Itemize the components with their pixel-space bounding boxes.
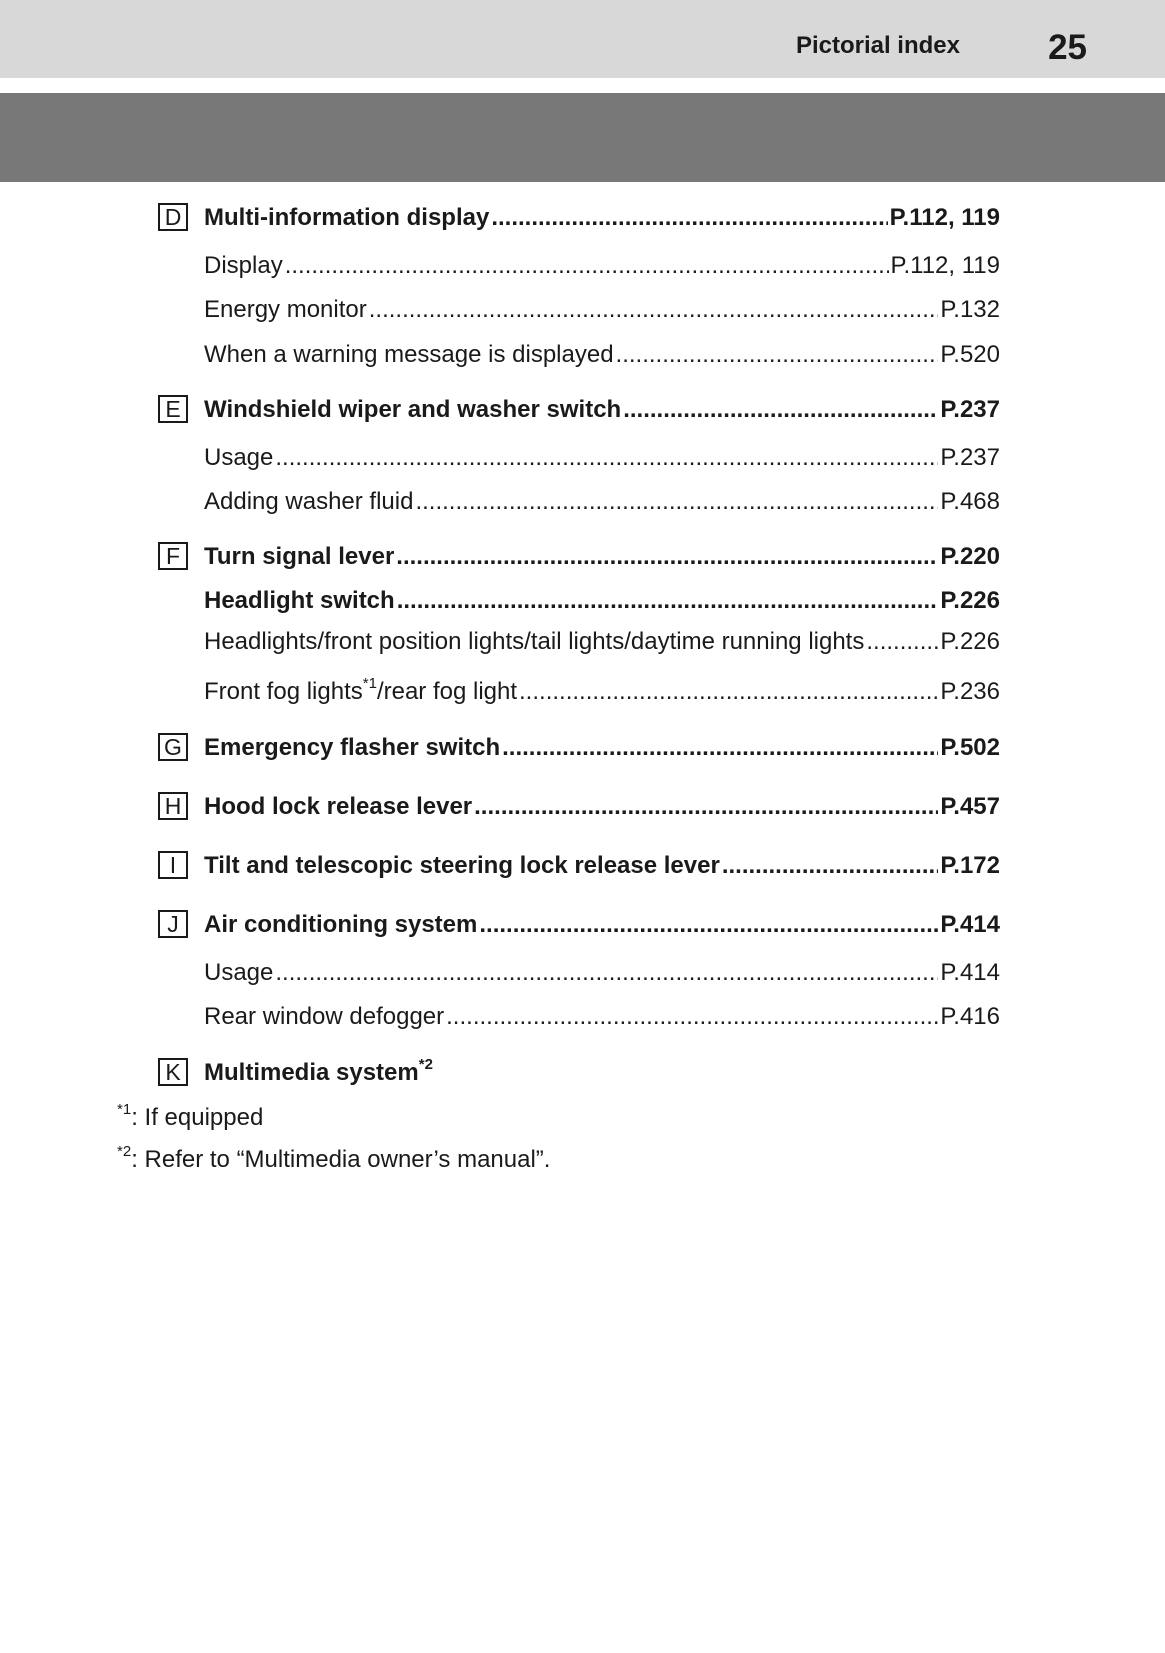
index-entry[interactable] [204, 792, 1000, 822]
entry-label: Usage [204, 444, 274, 471]
entry-page-ref: P.502 [940, 734, 1000, 761]
leader-dots [623, 395, 938, 425]
section-title: Pictorial index [795, 32, 960, 59]
entry-badge: K [158, 1058, 188, 1086]
leader-dots [519, 677, 938, 707]
entry-page-ref: P.220 [940, 543, 1000, 570]
entry-label: When a warning message is displayed [204, 341, 614, 368]
index-subentry[interactable] [204, 340, 1000, 370]
header-band [0, 0, 1165, 78]
entry-badge: F [158, 542, 188, 570]
leader-dots [866, 627, 938, 657]
index-entry[interactable] [204, 910, 1000, 940]
leader-dots [474, 792, 938, 822]
entry-label: Rear window defogger [204, 1003, 445, 1030]
footnote-mark: *1 [117, 1101, 132, 1118]
footnote-mark: *1 [362, 675, 377, 692]
leader-dots [275, 958, 938, 988]
index-subentry[interactable] [204, 487, 1000, 517]
index-subentry[interactable] [204, 958, 1000, 988]
section-bar [0, 93, 1165, 182]
entry-page-ref: P.226 [940, 587, 1000, 614]
entry-label: Headlight switch [204, 587, 395, 614]
entry-badge: I [158, 851, 188, 879]
entry-label: Turn signal lever [204, 543, 395, 570]
leader-dots [397, 586, 939, 616]
entry-page-ref: P.237 [940, 444, 1000, 471]
leader-dots [479, 910, 938, 940]
leader-dots [285, 251, 889, 281]
entry-page-ref: P.236 [940, 678, 1000, 705]
footnote [117, 1145, 550, 1175]
entry-label: Windshield wiper and washer switch [204, 396, 622, 423]
footnote-mark: *2 [418, 1056, 433, 1073]
index-entry[interactable] [204, 851, 1000, 881]
index-subentry[interactable] [204, 295, 1000, 325]
entry-badge: H [158, 792, 188, 820]
entry-label: Emergency flasher switch [204, 734, 501, 761]
leader-dots [415, 487, 938, 517]
index-entry[interactable] [204, 542, 1000, 572]
entry-label: Headlights/front position lights/tail lights/daytime running lights [204, 628, 865, 655]
index-entry[interactable] [204, 586, 1000, 616]
footnote [117, 1103, 263, 1133]
page-number: 25 [1048, 28, 1087, 67]
leader-dots [502, 733, 938, 763]
leader-dots [616, 340, 939, 370]
entry-page-ref: P.237 [940, 396, 1000, 423]
entry-page-ref: P.112, 119 [890, 252, 1000, 279]
leader-dots [275, 443, 938, 473]
index-subentry[interactable] [204, 677, 1000, 707]
entry-page-ref: P.132 [940, 296, 1000, 323]
leader-dots [491, 203, 887, 233]
entry-page-ref: P.172 [940, 852, 1000, 879]
entry-badge: D [158, 203, 188, 231]
entry-badge: E [158, 395, 188, 423]
entry-label: Hood lock release lever [204, 793, 473, 820]
index-entry[interactable] [204, 203, 1000, 233]
leader-dots [722, 851, 939, 881]
entry-label: Multimedia system$^{*2}$ [204, 1056, 433, 1086]
entry-label: Display [204, 252, 283, 279]
entry-page-ref: P.416 [940, 1003, 1000, 1030]
entry-page-ref: P.414 [940, 959, 1000, 986]
entry-label: Air conditioning system [204, 911, 478, 938]
footnote-mark: *2 [117, 1143, 132, 1160]
entry-page-ref: P.468 [940, 488, 1000, 515]
footnote-text: : Refer to “Multimedia owner’s manual”. [131, 1146, 551, 1173]
index-entry[interactable] [204, 733, 1000, 763]
index-subentry[interactable] [204, 627, 1000, 657]
footnote-text: : If equipped [131, 1104, 264, 1131]
index-entry[interactable] [204, 395, 1000, 425]
entry-page-ref: P.414 [940, 911, 1000, 938]
leader-dots [396, 542, 938, 572]
entry-page-ref: P.112, 119 [889, 204, 1000, 231]
index-subentry[interactable] [204, 251, 1000, 281]
entry-label: Usage [204, 959, 274, 986]
index-subentry[interactable] [204, 443, 1000, 473]
index-entry[interactable] [204, 1058, 1000, 1088]
entry-badge: G [158, 733, 188, 761]
entry-label: Energy monitor [204, 296, 367, 323]
index-subentry[interactable] [204, 1002, 1000, 1032]
entry-label: Adding washer fluid [204, 488, 414, 515]
entry-label: Multi-information display [204, 204, 490, 231]
leader-dots [369, 295, 939, 325]
entry-label: Tilt and telescopic steering lock release lever [204, 852, 720, 879]
entry-badge: J [158, 910, 188, 938]
entry-page-ref: P.457 [940, 793, 1000, 820]
entry-page-ref: P.226 [940, 628, 1000, 655]
entry-page-ref: P.520 [940, 341, 1000, 368]
entry-label: Front fog lights$^{*1}$/rear fog light [204, 675, 518, 705]
leader-dots [446, 1002, 938, 1032]
